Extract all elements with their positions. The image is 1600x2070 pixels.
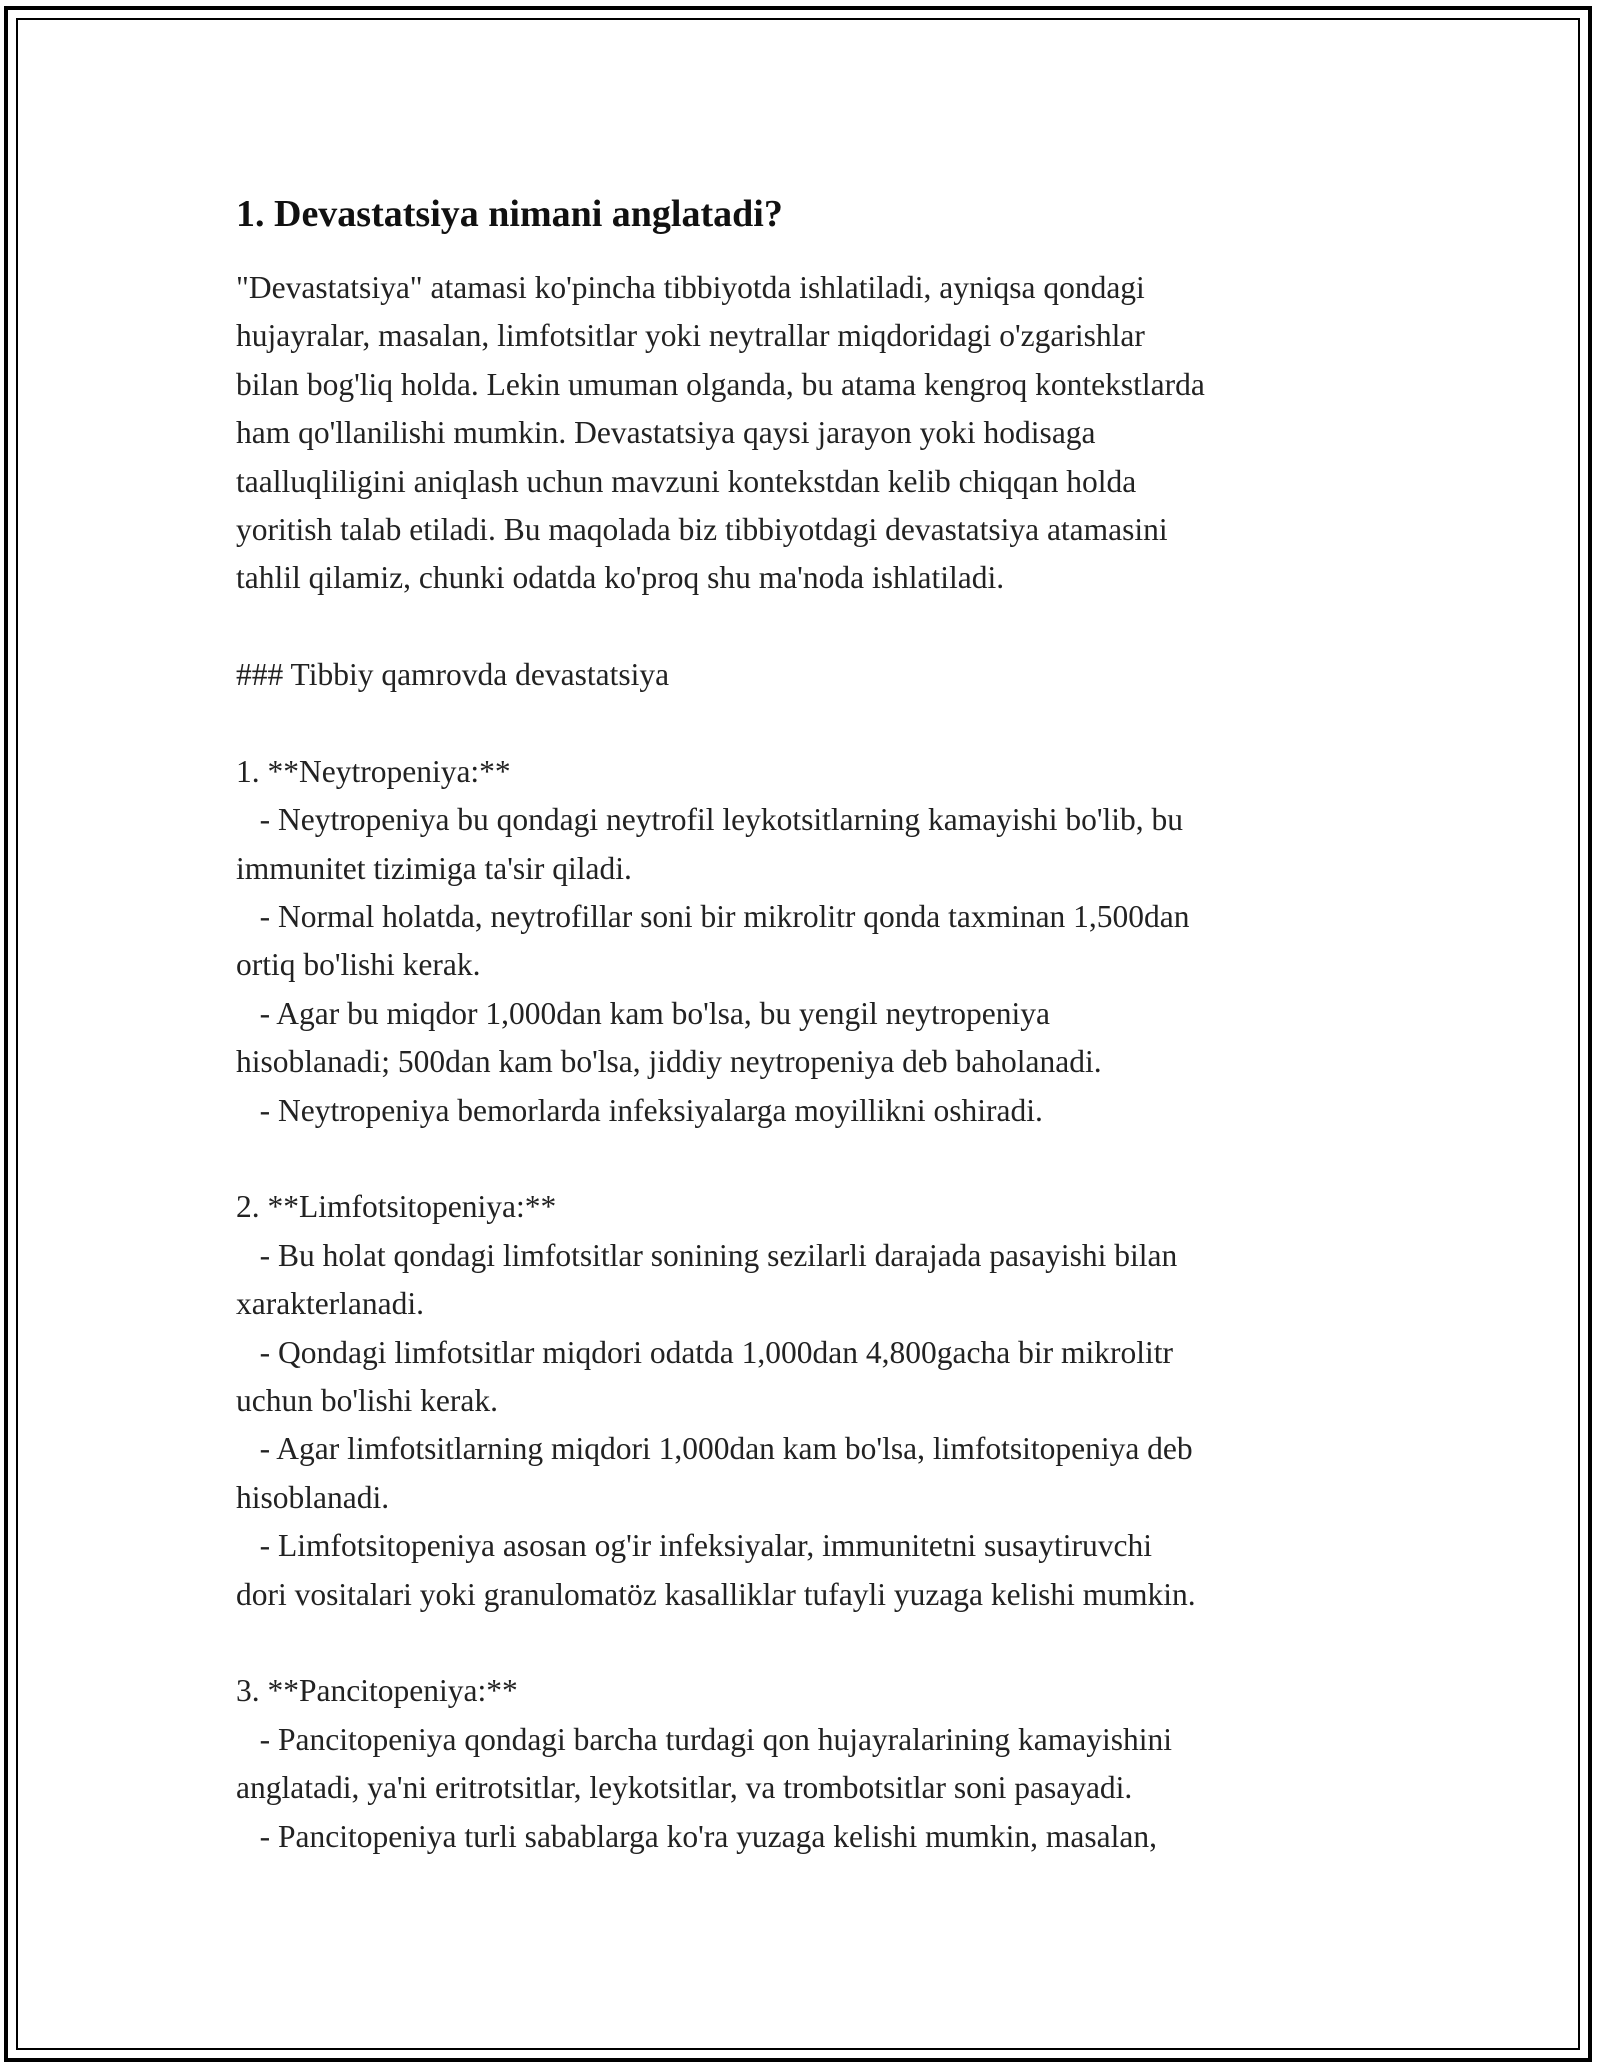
text-line: yoritish talab etiladi. Bu maqolada biz tibbiyotdagi devastatsiya atamasini xyxy=(236,511,1168,547)
page-title: 1. Devastatsiya nimani anglatadi? xyxy=(236,193,783,235)
text-line: xarakterlanadi. xyxy=(236,1286,425,1322)
blank-line xyxy=(236,1135,1386,1183)
document-body xyxy=(236,186,1386,1861)
blank-line xyxy=(236,603,1386,651)
text-line: hisoblanadi. xyxy=(236,1479,390,1515)
text-line: - Pancitopeniya qondagi barcha turdagi qon hujayralarining kamayishini xyxy=(236,1721,1172,1757)
text-line: ### Tibbiy qamrovda devastatsiya xyxy=(236,657,670,693)
text-line: 1. **Neytropeniya:** xyxy=(236,753,511,789)
text-line: uchun bo'lishi kerak. xyxy=(236,1382,498,1418)
text-line: - Neytropeniya bu qondagi neytrofil leykotsitlarning kamayishi bo'lib, bu xyxy=(236,802,1183,838)
text-line: anglatadi, ya'ni eritrotsitlar, leykotsitlar, va trombotsitlar soni pasayadi. xyxy=(236,1770,1133,1806)
text-line: - Normal holatda, neytrofillar soni bir mikrolitr qonda taxminan 1,500dan xyxy=(236,899,1190,935)
text-line: bilan bog'liq holda. Lekin umuman olganda, bu atama kengroq kontekstlarda xyxy=(236,366,1205,402)
text-line: ham qo'llanilishi mumkin. Devastatsiya qaysi jarayon yoki hodisaga xyxy=(236,415,1096,451)
text-line: 2. **Limfotsitopeniya:** xyxy=(236,1189,557,1225)
text-line: - Qondagi limfotsitlar miqdori odatda 1,000dan 4,800gacha bir mikrolitr xyxy=(236,1334,1173,1370)
text-line: - Limfotsitopeniya asosan og'ir infeksiyalar, immunitetni susaytiruvchi xyxy=(236,1528,1152,1564)
text-line: - Neytropeniya bemorlarda infeksiyalarga moyillikni oshiradi. xyxy=(236,1092,1043,1128)
text-line: immunitet tizimiga ta'sir qiladi. xyxy=(236,850,632,886)
text-line: taalluqliligini aniqlash uchun mavzuni kontekstdan kelib chiqqan holda xyxy=(236,463,1137,499)
text-line: - Agar bu miqdor 1,000dan kam bo'lsa, bu yengil neytropeniya xyxy=(236,995,1051,1031)
text-lines xyxy=(236,264,1386,1861)
text-line: - Agar limfotsitlarning miqdori 1,000dan kam bo'lsa, limfotsitopeniya deb xyxy=(236,1431,1193,1467)
text-line: dori vositalari yoki granulomatöz kasalliklar tufayli yuzaga kelishi mumkin. xyxy=(236,1576,1196,1612)
text-line: - Bu holat qondagi limfotsitlar sonining sezilarli darajada pasayishi bilan xyxy=(236,1237,1178,1273)
text-line: hujayralar, masalan, limfotsitlar yoki neytrallar miqdoridagi o'zgarishlar xyxy=(236,318,1145,354)
text-line: - Pancitopeniya turli sabablarga ko'ra yuzaga kelishi mumkin, masalan, xyxy=(236,1818,1157,1854)
text-line: tahlil qilamiz, chunki odatda ko'proq shu ma'noda ishlatiladi. xyxy=(236,560,1005,596)
text-line: ortiq bo'lishi kerak. xyxy=(236,947,481,983)
blank-line xyxy=(236,700,1386,748)
blank-line xyxy=(236,1619,1386,1667)
text-line: hisoblanadi; 500dan kam bo'lsa, jiddiy neytropeniya deb baholanadi. xyxy=(236,1044,1102,1080)
text-line: 3. **Pancitopeniya:** xyxy=(236,1673,518,1709)
text-line: "Devastatsiya" atamasi ko'pincha tibbiyotda ishlatiladi, ayniqsa qondagi xyxy=(236,270,1145,305)
